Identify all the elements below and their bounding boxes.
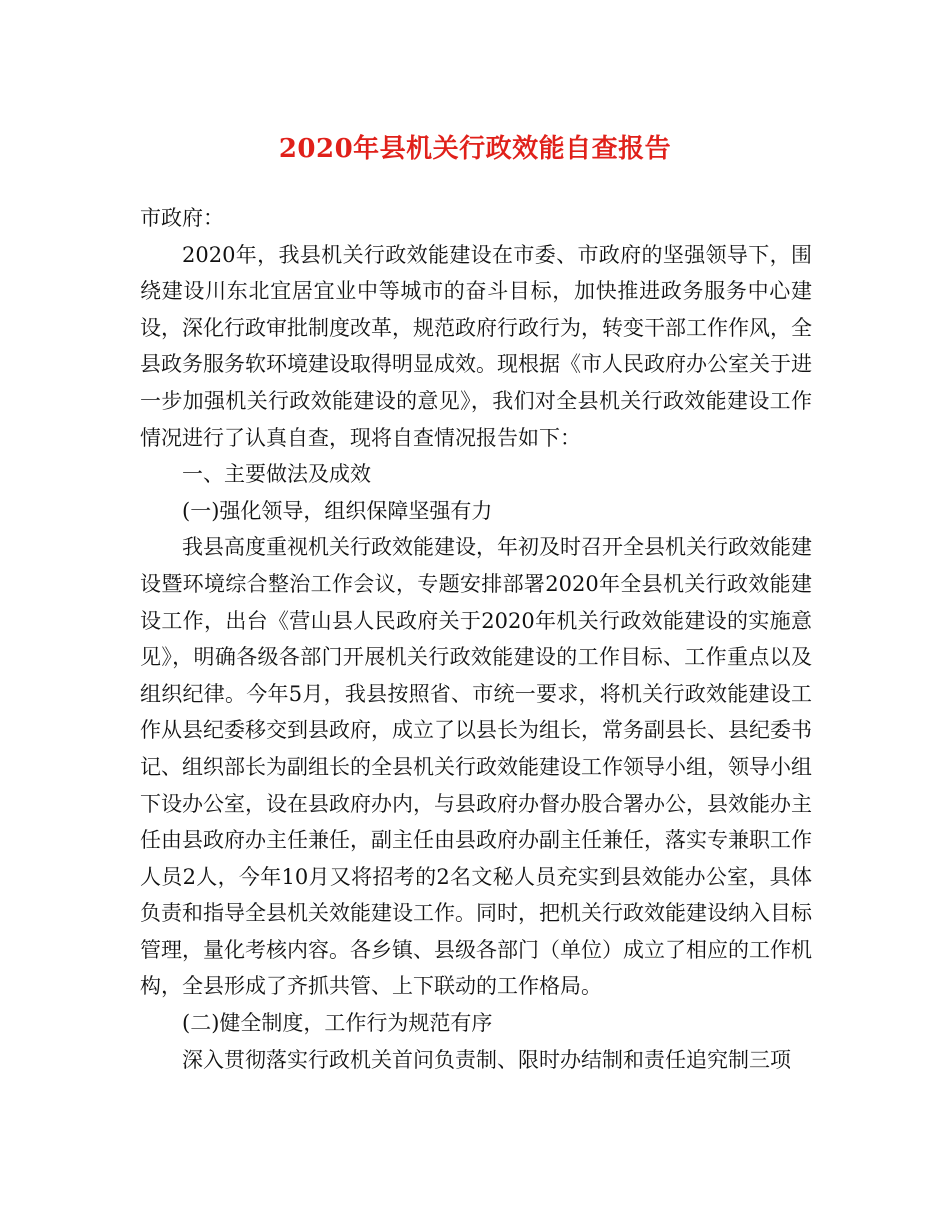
body-paragraph: 深入贯彻落实行政机关首问负责制、限时办结制和责任追究制三项 [182, 1047, 791, 1072]
body-paragraph: 我县高度重视机关行政效能建设，年初及时召开全县机关行政效能建设暨环境综合整治工作会议，专题安排部署2020年全县机关行政效能建设工作，出台《营山县人民政府关于2020年机关行政效能建设的实施意见》，明确各级各部门开展机关行政效能建设的工作目标、工作重点以及组织纪律。今年5月，我县按照省、市统一要求，将机关行政效能建设工作从县纪委移交到县政府，成立了以县长为组长，常务副县长、县纪委书记、组织部长为副组长的全县机关行政效能建设工作领导小组，领导小组下设办公室，设在县政府办内，与县政府办督办股合署办公，县效能办主任由县政府办主任兼任，副主任由县政府办副主任兼任，落实专兼职工作人员2人，今年10月又将招考的2名文秘人员充实到县效能办公室，具体负责和指导全县机关效能建设工作。同时，把机关行政效能建设纳入目标管理，量化考核内容。各乡镇、县级各部门（单位）成立了相应的工作机构，全县形成了齐抓共管、上下联动的工作格局。 [140, 535, 812, 999]
section-heading: 一、主要做法及成效 [182, 462, 371, 487]
intro-paragraph: 2020年，我县机关行政效能建设在市委、市政府的坚强领导下，围绕建设川东北宜居宜业中等城市的奋斗目标，加快推进政务服务中心建设，深化行政审批制度改革，规范政府行政行为，转变干部工作作风，全县政务服务软环境建设取得明显成效。现根据《市人民政府办公室关于进一步加强机关行政效能建设的意见》，我们对全县机关行政效能建设工作情况进行了认真自查，现将自查情况报告如下： [140, 242, 812, 450]
subsection-heading: (一)强化领导，组织保障坚强有力 [182, 498, 493, 523]
subsection-heading: (二)健全制度，工作行为规范有序 [182, 1011, 493, 1036]
salutation: 市政府： [140, 206, 224, 230]
document-body [140, 200, 812, 1078]
document-title: 2020年县机关行政效能自查报告 [278, 134, 672, 164]
